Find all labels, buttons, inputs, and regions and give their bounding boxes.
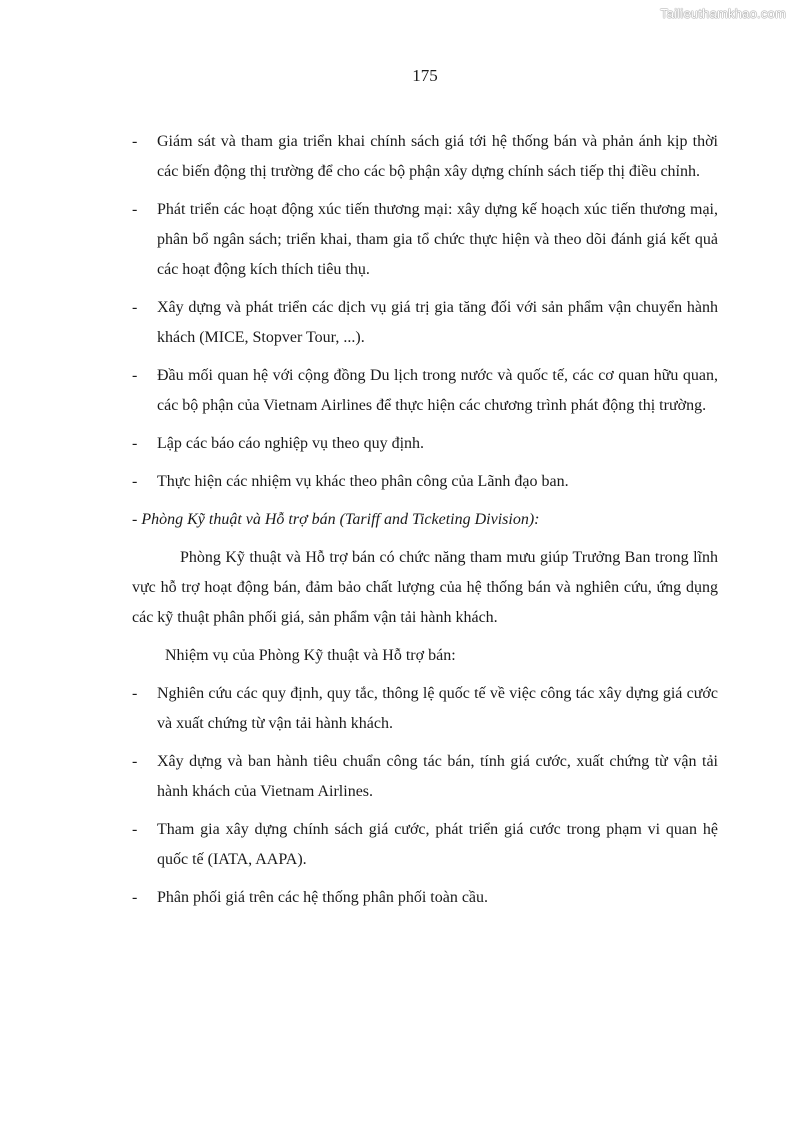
list-item-text: Lập các báo cáo nghiệp vụ theo quy định. [157, 435, 425, 452]
bullet-dash: - [132, 473, 138, 490]
page-number: 175 [412, 66, 438, 85]
intro-paragraph: Phòng Kỹ thuật và Hỗ trợ bán có chức năng tham mưu giúp Trưởng Ban trong lĩnh vực hỗ trợ hoạt động bán, đảm bảo chất lượng của hệ thống bán và nghiên cứu, ứng dụng các kỹ thuật phân phối giá, sản phẩm vận tải hành khách. [132, 549, 718, 626]
list-item [132, 195, 718, 285]
list-item [132, 127, 718, 187]
document-body [132, 127, 718, 921]
list-item-text: Đầu mối quan hệ với cộng đồng Du lịch trong nước và quốc tế, các cơ quan hữu quan, các bộ phận của Vietnam Airlines để thực hiện các chương trình phát động thị trường. [157, 367, 718, 414]
list-item-text: Nghiên cứu các quy định, quy tắc, thông lệ quốc tế về việc công tác xây dựng giá cước và xuất chứng từ vận tải hành khách. [157, 685, 718, 732]
list-item [132, 815, 718, 875]
list-item-text: Phát triển các hoạt động xúc tiến thương mại: xây dựng kế hoạch xúc tiến thương mại, phân bổ ngân sách; triển khai, tham gia tổ chức thực hiện và theo dõi đánh giá kết quả các hoạt động kích thích tiêu thụ. [157, 201, 718, 278]
list-item [132, 747, 718, 807]
list-item-text: Giám sát và tham gia triển khai chính sách giá tới hệ thống bán và phản ánh kịp thời các biến động thị trường để cho các bộ phận xây dựng chính sách tiếp thị điều chỉnh. [157, 133, 718, 180]
bullet-dash: - [132, 133, 138, 150]
list-item [132, 467, 718, 497]
list-item-text: Thực hiện các nhiệm vụ khác theo phân công của Lãnh đạo ban. [157, 473, 569, 490]
bullet-dash: - [132, 685, 138, 702]
watermark: Tailieuthamkhao.com [660, 6, 786, 21]
bullet-dash: - [132, 201, 138, 218]
list-item-text: Xây dựng và ban hành tiêu chuẩn công tác bán, tính giá cước, xuất chứng từ vận tải hành khách của Vietnam Airlines. [157, 753, 718, 800]
bullet-dash: - [132, 299, 138, 316]
list-item [132, 293, 718, 353]
section-heading: - Phòng Kỹ thuật và Hỗ trợ bán (Tariff and Ticketing Division): [132, 511, 540, 528]
list-item-text: Tham gia xây dựng chính sách giá cước, phát triển giá cước trong phạm vi quan hệ quốc tế (IATA, AAPA). [157, 821, 718, 868]
bullet-dash: - [132, 889, 138, 906]
list-item [132, 361, 718, 421]
bullet-dash: - [132, 821, 138, 838]
list-item [132, 429, 718, 459]
list-item [132, 883, 718, 913]
bullet-dash: - [132, 753, 138, 770]
list-item-text: Xây dựng và phát triển các dịch vụ giá trị gia tăng đối với sản phẩm vận chuyển hành khách (MICE, Stopver Tour, ...). [157, 299, 718, 346]
tasks-intro: Nhiệm vụ của Phòng Kỹ thuật và Hỗ trợ bán: [165, 647, 456, 664]
bullet-dash: - [132, 367, 138, 384]
bullet-dash: - [132, 435, 138, 452]
list-item-text: Phân phối giá trên các hệ thống phân phối toàn cầu. [157, 889, 489, 906]
list-item [132, 679, 718, 739]
